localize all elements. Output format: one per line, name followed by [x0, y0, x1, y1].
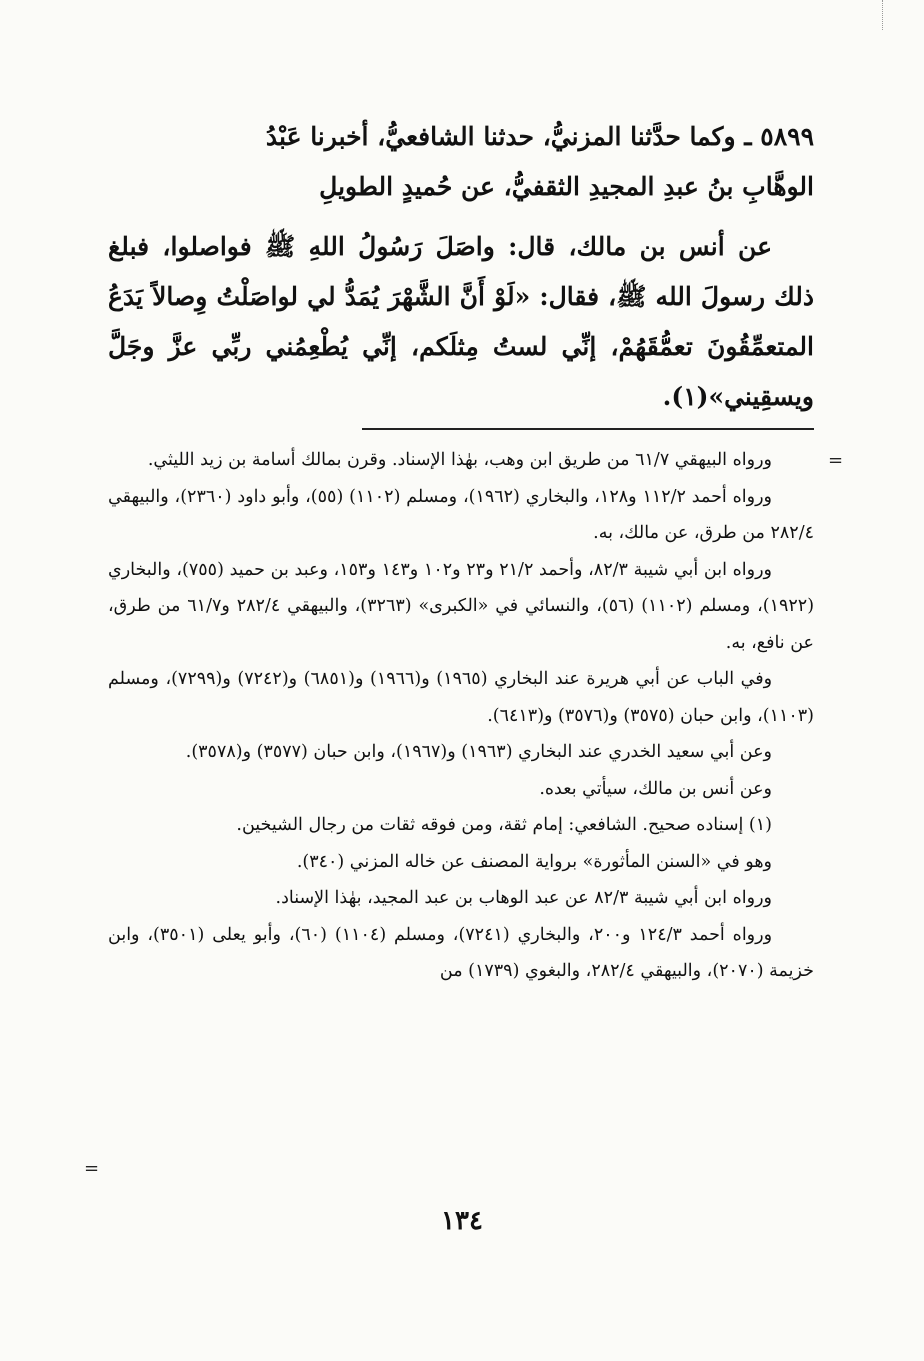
- footnote-paragraph: وفي الباب عن أبي هريرة عند البخاري (١٩٦٥) و(١٩٦٦) و(٦٨٥١) و(٧٢٤٢) و(٧٢٩٩)، ومسلم (١١٠٣)، وابن حبان (٣٥٧٥) و(٣٥٧٦) و(٦٤١٣).: [108, 669, 814, 726]
- isnad-line-1: ٥٨٩٩ ـ وكما حدَّثنا المزنيُّ، حدثنا الشافعيُّ، أخبرنا عَبْدُ: [265, 122, 814, 151]
- footnote-paragraph: ورواه أحمد ٢/‏١١٢ و١٢٨، والبخاري (١٩٦٢)، ومسلم (١١٠٢) (٥٥)، وأبو داود (٢٣٦٠)، والبيهقي ٤/‏٢٨٢ من طرق، عن مالك، به.: [108, 486, 814, 543]
- continuation-mark-top: =: [828, 450, 844, 471]
- hadith-text: عن أنس بن مالك، قال: واصَلَ رَسُولُ اللهِ ﷺ فواصلوا، فبلغ ذلك رسولَ الله ﷺ، فقال: «لَوْ أَنَّ الشَّهْرَ يُمَدُّ لي لواصَلْتُ وِصالاً يَدَعُ المتعمِّقُونَ تعمُّقَهُمْ، إنِّي لستُ مِثلَكم، إنِّي يُطْعِمُني ربِّي عزَّ وجَلَّ ويسقِيني»(١).: [108, 232, 814, 411]
- page-number: ١٣٤: [441, 1206, 483, 1236]
- isnad-line-2: الوهَّابِ بنُ عبدِ المجيدِ الثقفيُّ، عن حُميدٍ الطويلِ: [319, 172, 814, 201]
- footnote-paragraph: ورواه ابن أبي شيبة ٣/‏٨٢ عن عبد الوهاب بن عبد المجيد، بهٰذا الإسناد.: [275, 888, 772, 908]
- footnote-paragraph: ورواه البيهقي ٧/‏٦١ من طريق ابن وهب، بهٰذا الإسناد. وقرن بمالك أسامة بن زيد الليثي.: [147, 450, 772, 470]
- main-text: [108, 112, 814, 422]
- footnotes: [108, 442, 814, 990]
- footnote-paragraph: ورواه أحمد ٣/‏١٢٤ و٢٠٠، والبخاري (٧٢٤١)، ومسلم (١١٠٤) (٦٠)، وأبو يعلى (٣٥٠١)، وابن خزيمة (٢٠٧٠)، والبيهقي ٤/‏٢٨٢، والبغوي (١٧٣٩) من: [108, 924, 814, 981]
- margin-mark: [882, 0, 884, 30]
- footnote-paragraph: ورواه ابن أبي شيبة ٣/‏٨٢، وأحمد ٢/‏٢١ و٢٣ و١٠٢ و١٤٣ و١٥٣، وعبد بن حميد (٧٥٥)، والبخاري (١٩٢٢)، ومسلم (١١٠٢) (٥٦)، والنسائي في «الكبرى» (٣٢٦٣)، والبيهقي ٤/‏٢٨٢ و٧/‏٦١ من طرق، عن نافع، به.: [108, 559, 815, 653]
- footnote-paragraph: وعن أبي سعيد الخدري عند البخاري (١٩٦٣) و(١٩٦٧)، وابن حبان (٣٥٧٧) و(٣٥٧٨).: [185, 742, 772, 762]
- footnote-separator: [362, 428, 814, 430]
- footnote-1: (١) إسناده صحيح. الشافعي: إمام ثقة، ومن فوقه ثقات من رجال الشيخين.: [236, 815, 772, 835]
- footnote-paragraph: وهو في «السنن المأثورة» برواية المصنف عن خاله المزني (٣٤٠).: [296, 851, 772, 872]
- footnote-paragraph: وعن أنس بن مالك، سيأتي بعده.: [539, 778, 772, 799]
- continuation-mark-bottom: =: [84, 1158, 100, 1179]
